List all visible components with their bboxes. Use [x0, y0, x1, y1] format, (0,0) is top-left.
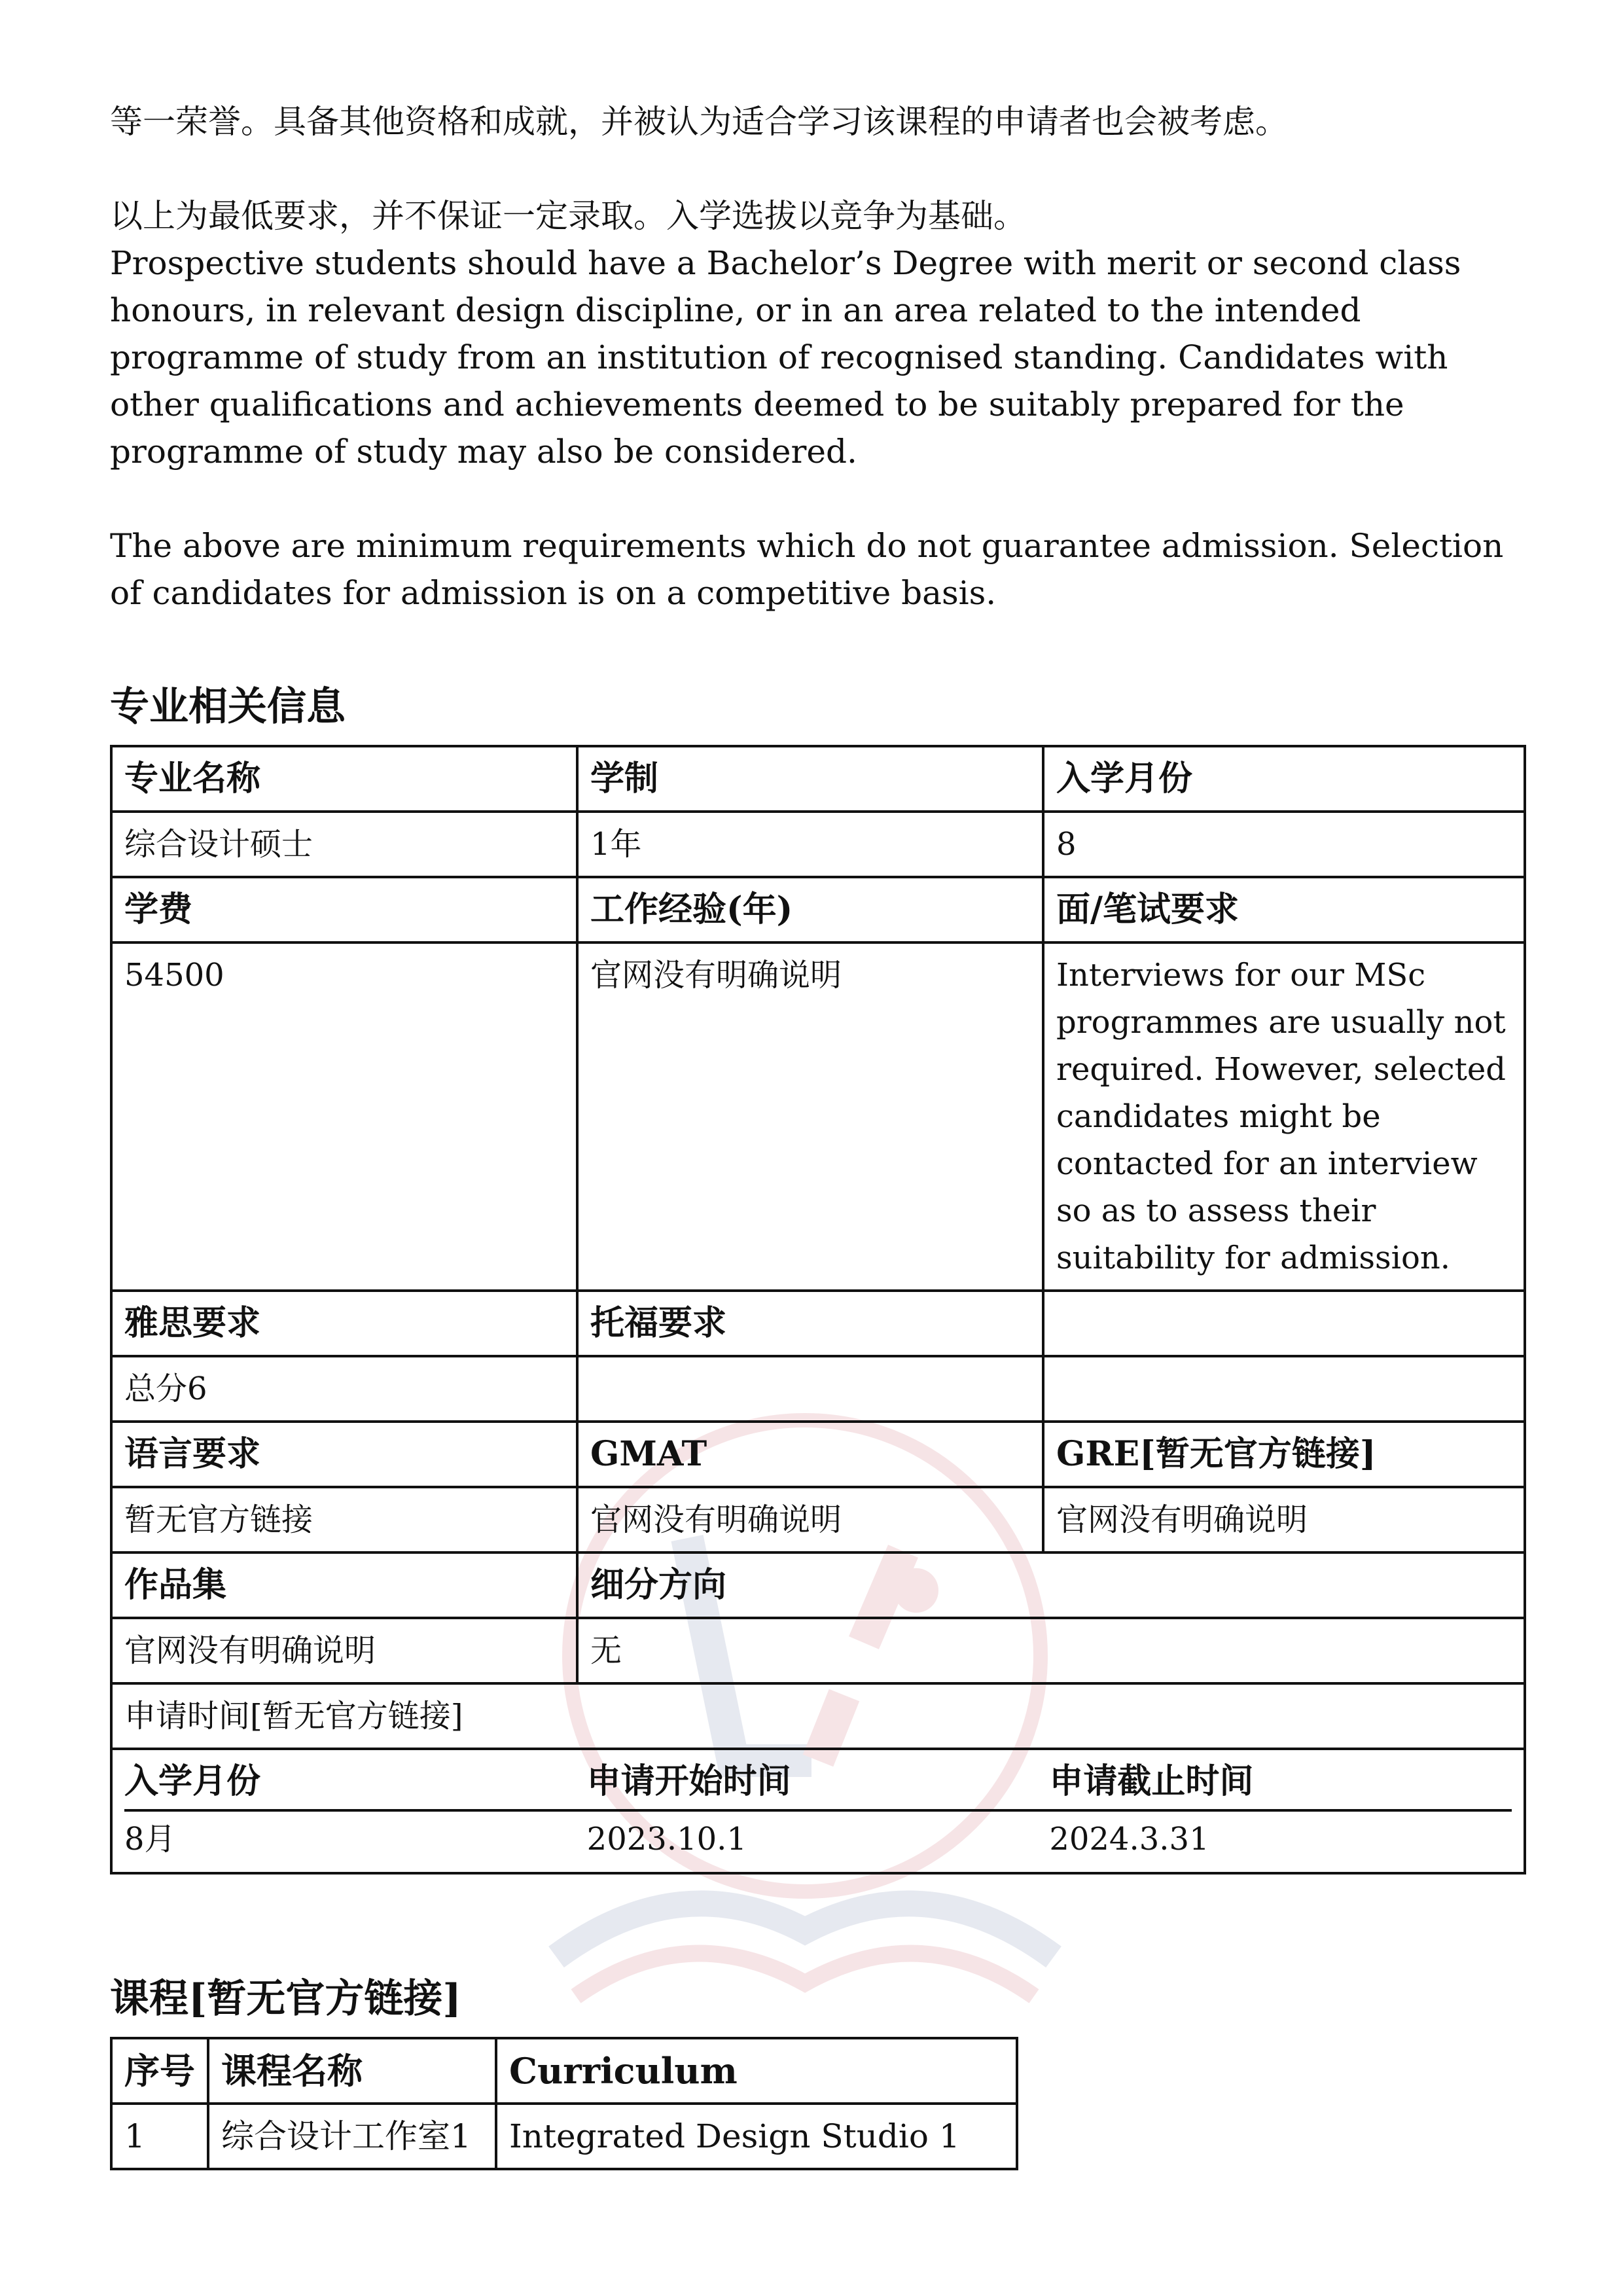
portfolio-value: 官网没有明确说明 — [111, 1618, 577, 1683]
gre-value: 官网没有明确说明 — [1043, 1487, 1525, 1552]
course-header-name: 课程名称 — [208, 2038, 496, 2104]
intro-en-paragraph2: The above are minimum requirements which do not guarantee admission. Selection of candidates for admission is on a competitive basis. — [110, 527, 1504, 612]
table-row — [124, 1754, 1512, 1810]
apply-header-start: 申请开始时间 — [587, 1754, 1050, 1810]
gre-label: GRE[暂无官方链接] — [1043, 1422, 1525, 1487]
toefl-label: 托福要求 — [577, 1291, 1043, 1356]
section-title-program-info: 专业相关信息 — [110, 684, 346, 730]
intake-label: 入学月份 — [1043, 746, 1525, 812]
program-info-table — [110, 745, 1526, 1874]
apply-start-value: 2023.10.1 — [586, 1821, 747, 1857]
direction-label: 细分方向 — [577, 1552, 1525, 1618]
intro-zh-line2: 以上为最低要求，并不保证一定录取。入学选拔以竞争为基础。 — [110, 197, 1026, 235]
table-row — [124, 1810, 1512, 1867]
apply-header-intake: 入学月份 — [124, 1754, 587, 1810]
table-row — [111, 1749, 1525, 1873]
table-row — [111, 1618, 1525, 1683]
course-index: 1 — [111, 2104, 208, 2169]
table-row — [111, 1552, 1525, 1618]
table-row — [111, 1356, 1525, 1422]
empty-cell — [1043, 1291, 1525, 1356]
program-name-value: 综合设计硕士 — [111, 812, 577, 877]
table-row — [111, 942, 1525, 1291]
interview-value: Interviews for our MSc programmes are usually not required. However, selected candidates might be contacted for an interview so as to assess their suitability for admission. — [1043, 942, 1525, 1291]
table-row — [111, 2104, 1017, 2169]
section-title-curriculum: 课程[暂无官方链接] — [110, 1976, 461, 2022]
portfolio-label: 作品集 — [111, 1552, 577, 1618]
table-row — [111, 2038, 1017, 2104]
table-row — [111, 877, 1525, 942]
apply-time-label: 申请时间[暂无官方链接] — [111, 1683, 1525, 1749]
table-row — [111, 1422, 1525, 1487]
document-page — [110, 98, 1524, 2170]
course-name-en: Integrated Design Studio 1 — [496, 2104, 1017, 2169]
table-row — [111, 746, 1525, 812]
program-name-label: 专业名称 — [111, 746, 577, 812]
direction-value: 无 — [577, 1618, 1525, 1683]
apply-time-table — [124, 1754, 1512, 1867]
duration-value: 1年 — [577, 812, 1043, 877]
duration-label: 学制 — [577, 746, 1043, 812]
apply-header-deadline: 申请截止时间 — [1049, 1754, 1512, 1810]
toefl-value — [577, 1356, 1043, 1422]
tuition-value: 54500 — [111, 942, 577, 1291]
intro-en-paragraph1: Prospective students should have a Bachelor’s Degree with merit or second class honours, in relevant design discipline, or in an area related to the intended programme of study from an institution of recognised standing. Candidates with other qualifications and achievements deemed to be suitably prepared for the programme of study may also be considered. — [110, 244, 1461, 471]
interview-label: 面/笔试要求 — [1043, 877, 1525, 942]
curriculum-table — [110, 2037, 1018, 2170]
course-header-curriculum: Curriculum — [496, 2038, 1017, 2104]
course-header-index: 序号 — [111, 2038, 208, 2104]
empty-cell — [1043, 1356, 1525, 1422]
ielts-label: 雅思要求 — [111, 1291, 577, 1356]
course-name-zh: 综合设计工作室1 — [208, 2104, 496, 2169]
intro-zh-line1: 等一荣誉。具备其他资格和成就，并被认为适合学习该课程的申请者也会被考虑。 — [110, 103, 1288, 141]
work-experience-value: 官网没有明确说明 — [577, 942, 1043, 1291]
language-value: 暂无官方链接 — [111, 1487, 577, 1552]
apply-time-cell — [111, 1749, 1525, 1873]
table-row — [111, 812, 1525, 877]
intake-value: 8 — [1043, 812, 1525, 877]
ielts-value: 总分6 — [111, 1356, 577, 1422]
language-label: 语言要求 — [111, 1422, 577, 1487]
apply-deadline-value: 2024.3.31 — [1049, 1821, 1209, 1857]
apply-intake-value: 8月 — [124, 1821, 176, 1857]
table-row — [111, 1291, 1525, 1356]
gmat-label: GMAT — [577, 1422, 1043, 1487]
gmat-value: 官网没有明确说明 — [577, 1487, 1043, 1552]
table-row — [111, 1487, 1525, 1552]
table-row — [111, 1683, 1525, 1749]
work-experience-label: 工作经验(年) — [577, 877, 1043, 942]
tuition-label: 学费 — [111, 877, 577, 942]
